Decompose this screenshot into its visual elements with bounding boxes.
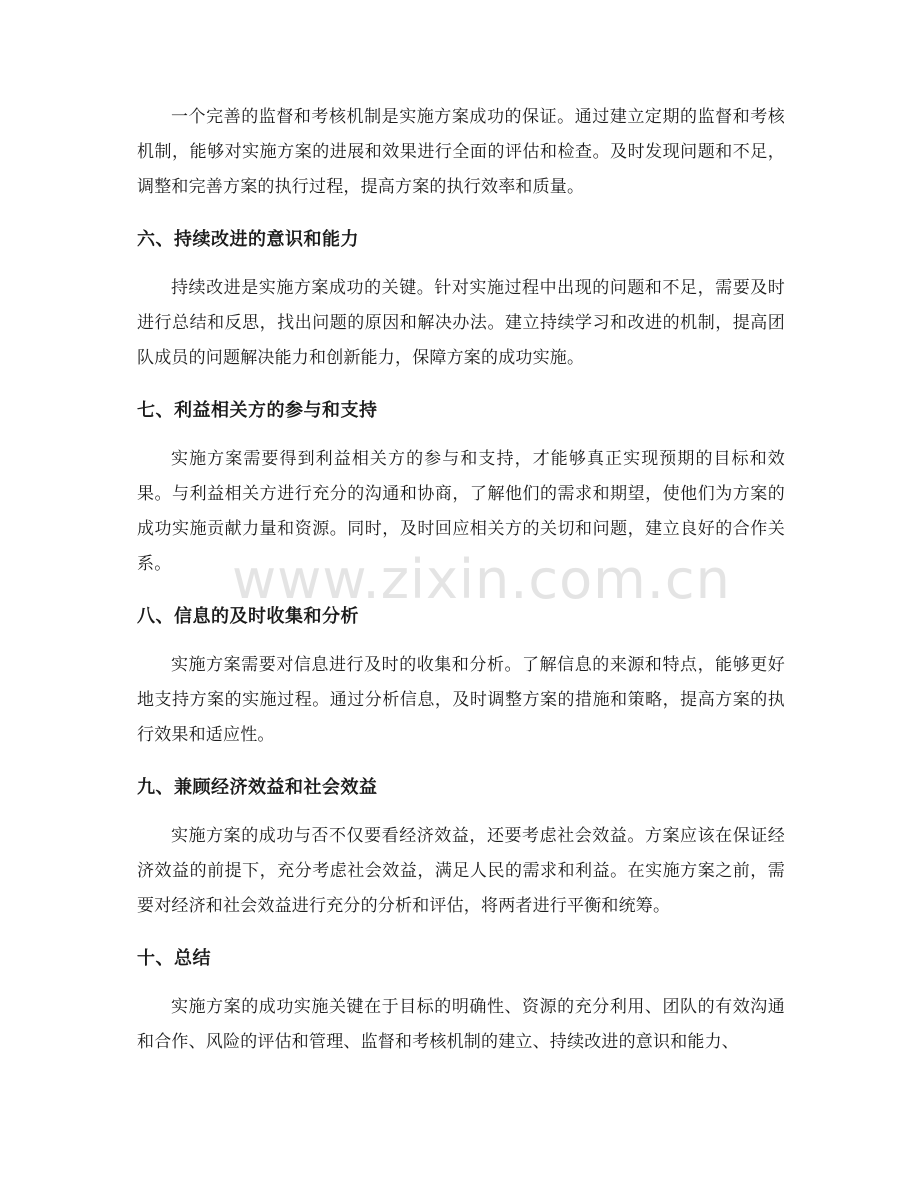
heading-summary: 十、总结 [137,948,211,969]
heading-information: 八、信息的及时收集和分析 [137,606,359,627]
paragraph-benefits: 实施方案的成功与否不仅要看经济效益，还要考虑社会效益。方案应该在保证经济效益的前提下，充分考虑社会效益，满足人民的需求和利益。在实施方案之前，需要对经济和社会效益进行充分的分析和评估，将两者进行平衡和统筹。 [137,826,785,916]
heading-continuous-improvement: 六、持续改进的意识和能力 [137,229,359,250]
paragraph-summary: 实施方案的成功实施关键在于目标的明确性、资源的充分利用、团队的有效沟通和合作、风险的评估和管理、监督和考核机制的建立、持续改进的意识和能力、 [137,997,785,1052]
document-page [137,100,785,1060]
watermark-text: www.zixin.com.cn [232,548,731,611]
paragraph-stakeholders: 实施方案需要得到利益相关方的参与和支持，才能够真正实现预期的目标和效果。与利益相关方进行充分的沟通和协商，了解他们的需求和期望，使他们为方案的成功实施贡献力量和资源。同时，及时回应相关方的关切和问题，建立良好的合作关系。 [137,449,785,574]
paragraph-supervision: 一个完善的监督和考核机制是实施方案成功的保证。通过建立定期的监督和考核机制，能够对实施方案的进展和效果进行全面的评估和检查。及时发现问题和不足，调整和完善方案的执行过程，提高方案的执行效率和质量。 [137,107,785,197]
paragraph-information: 实施方案需要对信息进行及时的收集和分析。了解信息的来源和特点，能够更好地支持方案的实施过程。通过分析信息，及时调整方案的措施和策略，提高方案的执行效果和适应性。 [137,655,785,745]
paragraph-continuous-improvement: 持续改进是实施方案成功的关键。针对实施过程中出现的问题和不足，需要及时进行总结和反思，找出问题的原因和解决办法。建立持续学习和改进的机制，提高团队成员的问题解决能力和创新能力，保障方案的成功实施。 [137,278,785,368]
heading-stakeholders: 七、利益相关方的参与和支持 [137,400,378,421]
heading-benefits: 九、兼顾经济效益和社会效益 [137,777,378,798]
